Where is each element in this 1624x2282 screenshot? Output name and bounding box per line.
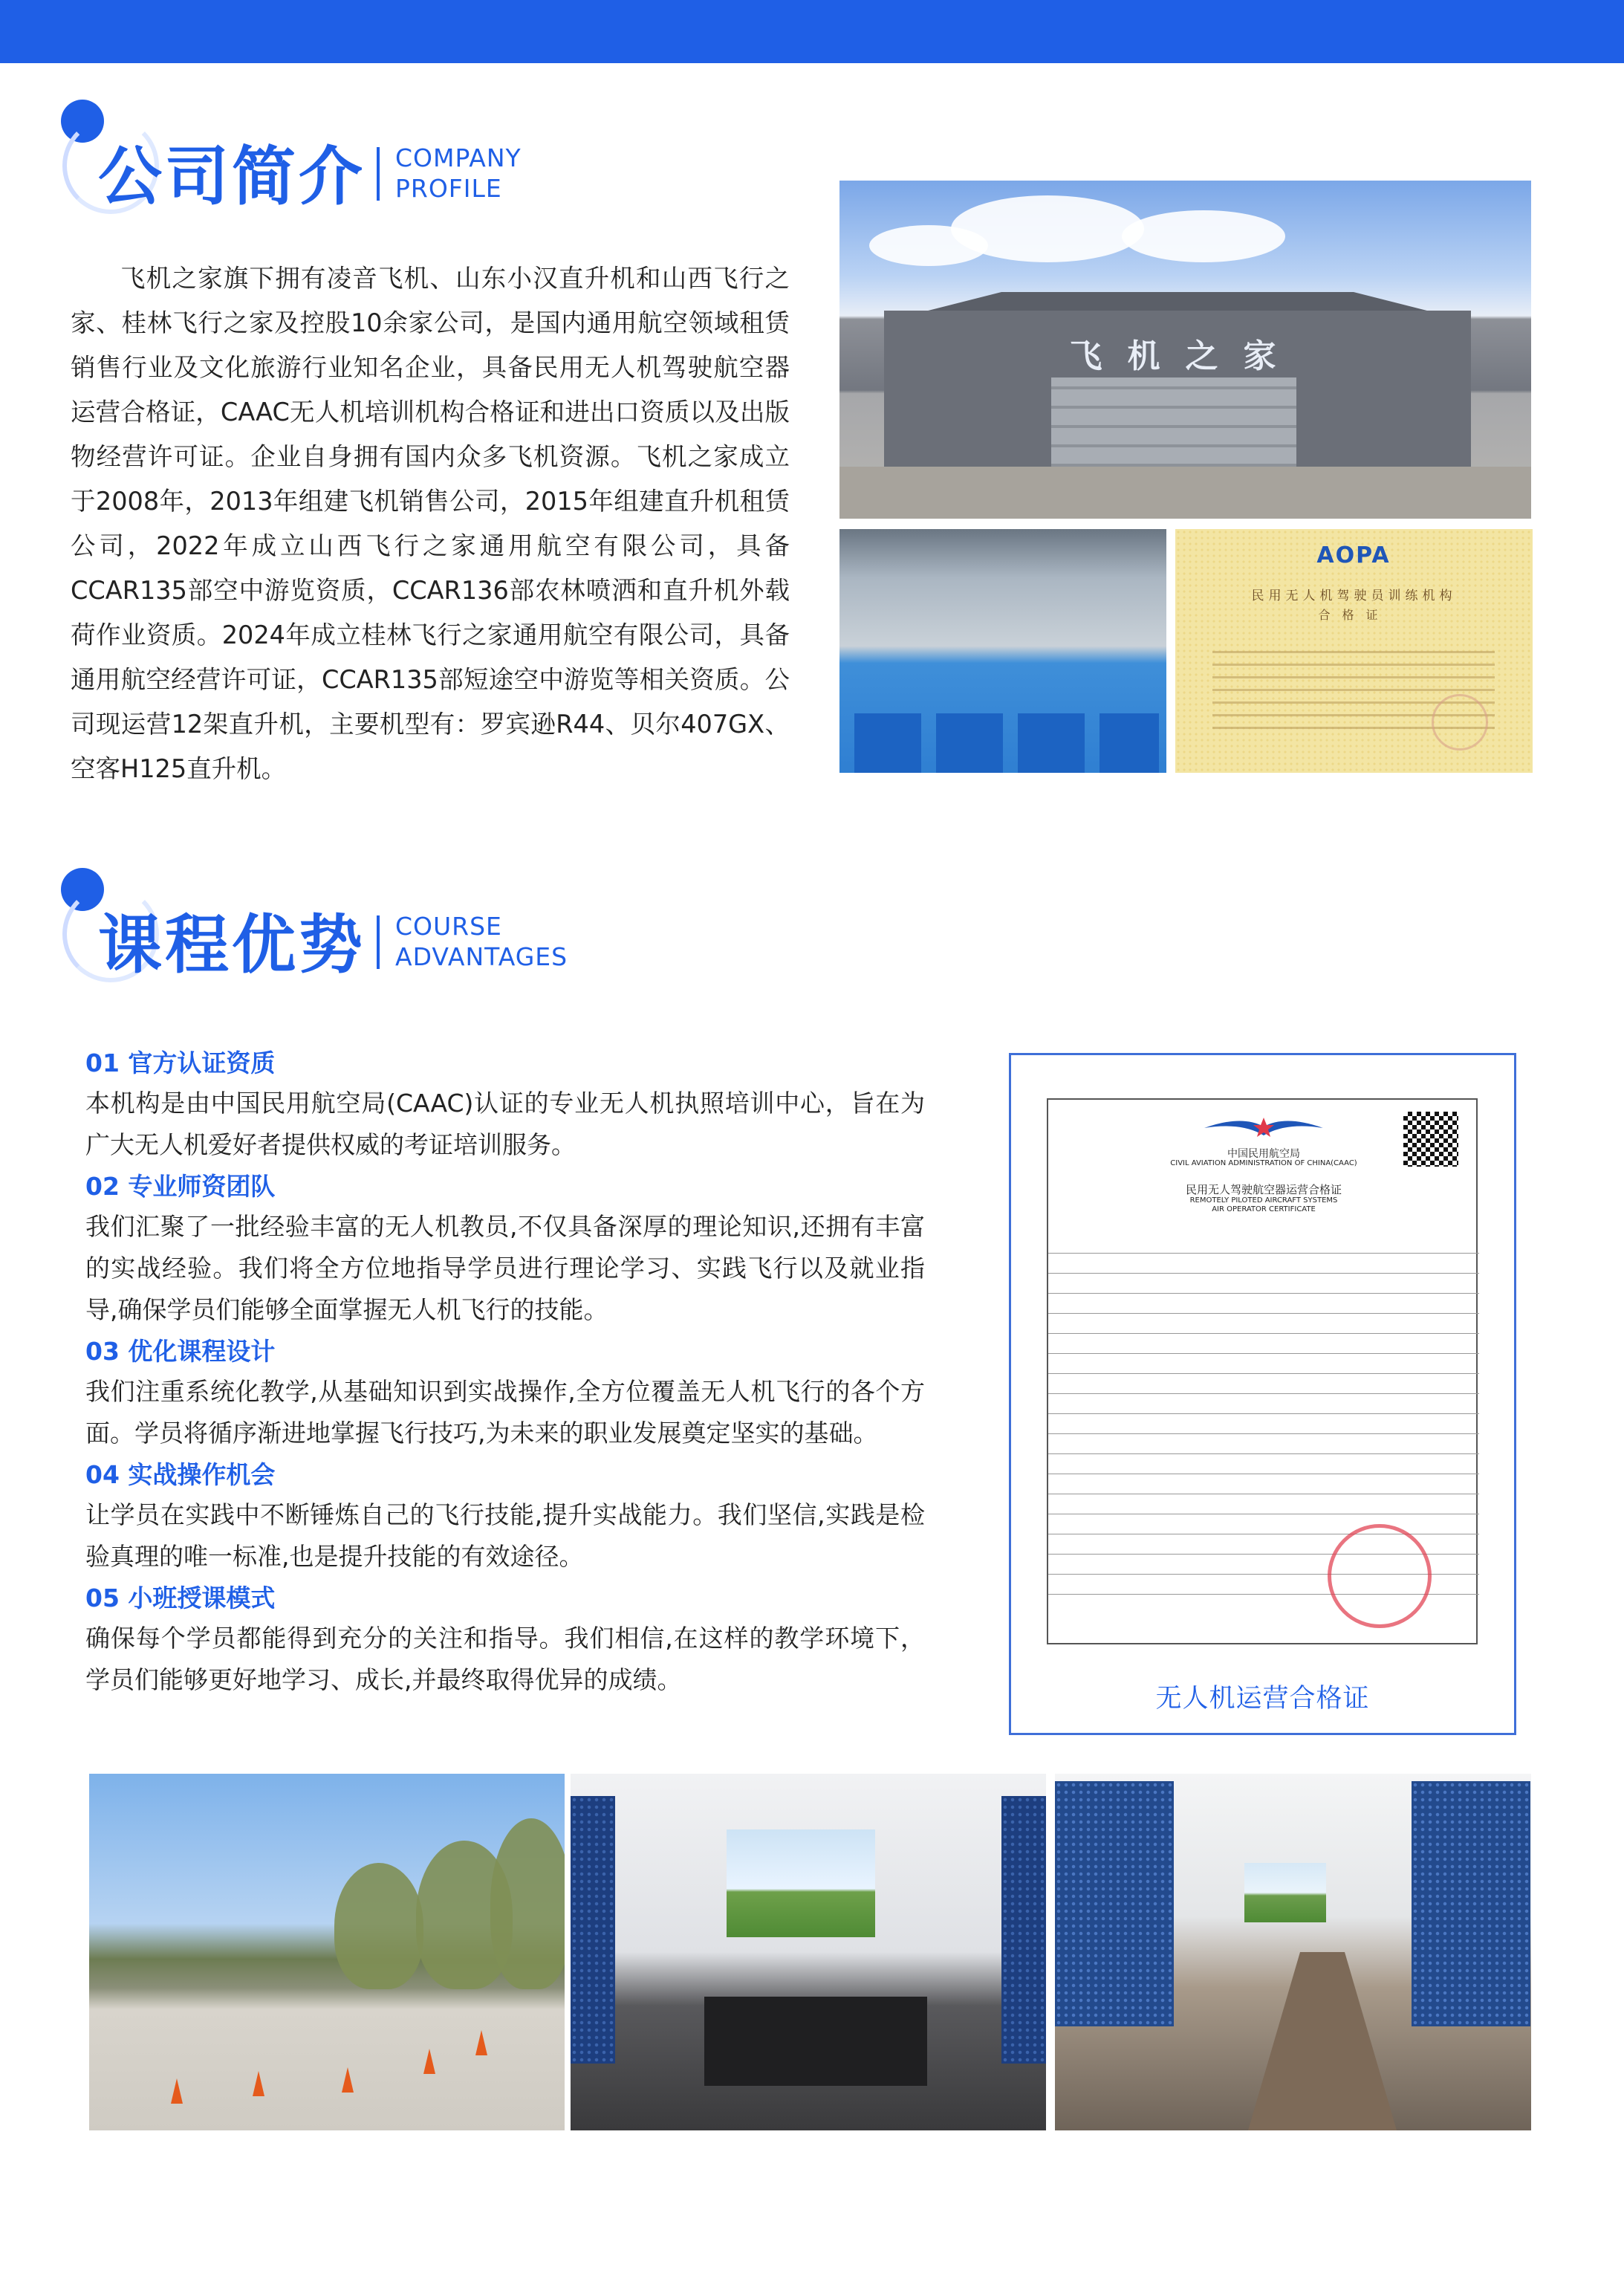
traffic-cone-icon	[342, 2067, 354, 2093]
advantage-text: 本机构是由中国民用航空局(CAAC)认证的专业无人机执照培训中心，旨在为广大无人机爱好者提供权威的考证培训服务。	[85, 1089, 925, 1159]
advantage-heading: 05 小班授课模式	[85, 1584, 276, 1612]
section-title-cn: 课程优势	[98, 908, 366, 982]
tree-shape	[334, 1863, 423, 1989]
section-title-en-line1: COURSE	[395, 912, 502, 941]
classroom-photo-1	[571, 1774, 1046, 2130]
company-intro-paragraph: 飞机之家旗下拥有凌音飞机、山东小汉直升机和山西飞行之家、桂林飞行之家及控股10余家公司，是国内通用航空领域租赁销售行业及文化旅游行业知名企业，具备民用无人机驾驶航空器运营合格证，CAAC无人机培训机构合格证和进出口资质以及出版物经营许可证。企业自身拥有国内众多飞机资源。飞机之家成立于2008年，2013年组建飞机销售公司，2015年组建直升机租赁公司，2022年成立山西飞行之家通用航空有限公司，具备CCAR135部空中游览资质，CCAR136部农林喷洒和直升机外载荷作业资质。2024年成立桂林飞行之家通用航空有限公司，具备通用航空经营许可证，CCAR135部短途空中游览等相关资质。公司现运营12架直升机，主要机型有：罗宾逊R44、贝尔407GX、空客H125直升机。	[71, 264, 790, 783]
cert2-authority-en: CIVIL AVIATION ADMINISTRATION OF CHINA(CAAC)	[1170, 1159, 1357, 1167]
advantage-text: 我们注重系统化教学,从基础知识到实战操作,全方位覆盖无人机飞行的各个方面。学员将循序渐进地掌握飞行技巧,为未来的职业发展奠定坚实的基础。	[85, 1377, 925, 1448]
floor-lane	[1018, 713, 1085, 773]
section-title-en	[395, 143, 522, 204]
aopa-logo: AOPA	[1316, 542, 1391, 568]
advantage-text: 我们汇聚了一批经验丰富的无人机教员,不仅具备深厚的理论知识,还拥有丰富的实战经验。我们将全方位地指导学员进行理论学习、实践飞行以及就业指导,确保学员们能够全面掌握无人机飞行的技能。	[85, 1212, 925, 1324]
advantages-list	[85, 1043, 925, 1702]
tree-shape	[490, 1818, 565, 1989]
seal-icon	[1432, 694, 1488, 751]
section-header-course-advantages	[0, 863, 669, 982]
advantage-heading: 01 官方认证资质	[85, 1048, 276, 1077]
projection-screen	[1244, 1863, 1326, 1922]
title-divider	[377, 915, 380, 969]
cert2-title-cn: 民用无人驾驶航空器运营合格证	[1185, 1183, 1342, 1196]
cert2-title-en	[1048, 1196, 1479, 1214]
aopa-training-certificate	[1175, 529, 1533, 773]
traffic-cone-icon	[475, 2030, 487, 2055]
classroom-photo-2	[1055, 1774, 1531, 2130]
meeting-table	[1248, 1952, 1397, 2130]
window-blind	[1055, 1781, 1174, 2026]
training-hall-photo	[839, 529, 1166, 773]
official-stamp-icon	[1328, 1524, 1432, 1628]
advantage-heading: 04 实战操作机会	[85, 1460, 276, 1489]
advantage-heading: 03 优化课程设计	[85, 1337, 276, 1366]
traffic-cone-icon	[171, 2078, 183, 2104]
hangar-door	[1051, 377, 1296, 467]
window-blind	[571, 1796, 615, 2064]
cert2-title-en-line1: REMOTELY PILOTED AIRCRAFT SYSTEMS	[1189, 1196, 1338, 1205]
operating-certificate-document	[1047, 1098, 1478, 1644]
traffic-cone-icon	[253, 2071, 264, 2096]
cert2-title-en-line2: AIR OPERATOR CERTIFICATE	[1212, 1205, 1316, 1213]
traffic-cone-icon	[423, 2049, 435, 2074]
advantage-text: 确保每个学员都能得到充分的关注和指导。我们相信,在这样的教学环境下，学员们能够更好地学习、成长,并最终取得优异的成绩。	[85, 1624, 925, 1694]
meeting-table	[704, 1997, 927, 2086]
cert1-subtitle: 合格证	[1318, 608, 1390, 622]
window-blind	[1412, 1781, 1530, 2026]
cert2-authority-cn: 中国民用航空局	[1227, 1148, 1300, 1160]
section-title-en-line2: PROFILE	[395, 174, 502, 203]
training-field-photo	[89, 1774, 565, 2130]
floor-lane	[854, 713, 921, 773]
hangar-ground	[839, 467, 1531, 519]
section-header-company-profile	[0, 95, 669, 214]
floor-lane	[936, 713, 1003, 773]
section-title-en	[395, 911, 568, 972]
top-accent-bar	[0, 0, 1624, 63]
caac-emblem-icon	[1197, 1113, 1331, 1143]
floor-lane	[1100, 713, 1159, 773]
section-title-en-line2: ADVANTAGES	[395, 942, 568, 971]
cloud-shape	[1122, 210, 1285, 262]
window-blind	[1001, 1796, 1046, 2064]
operating-certificate-box	[1009, 1053, 1516, 1735]
cert1-title: 民用无人机驾驶员训练机构	[1251, 589, 1457, 603]
advantage-heading: 02 专业师资团队	[85, 1172, 276, 1201]
hangar-photo	[839, 181, 1531, 519]
cloud-shape	[869, 225, 988, 266]
advantage-text: 让学员在实践中不断锤炼自己的飞行技能,提升实战能力。我们坚信,实践是检验真理的唯一标准,也是提升技能的有效途径。	[85, 1500, 925, 1571]
hangar-sign: 飞机之家	[1069, 337, 1302, 375]
section-title-en-line1: COMPANY	[395, 143, 522, 172]
title-divider	[377, 147, 380, 201]
projection-screen	[727, 1829, 875, 1937]
certificate-caption: 无人机运营合格证	[1155, 1684, 1370, 1714]
section-title-cn: 公司简介	[98, 140, 366, 214]
